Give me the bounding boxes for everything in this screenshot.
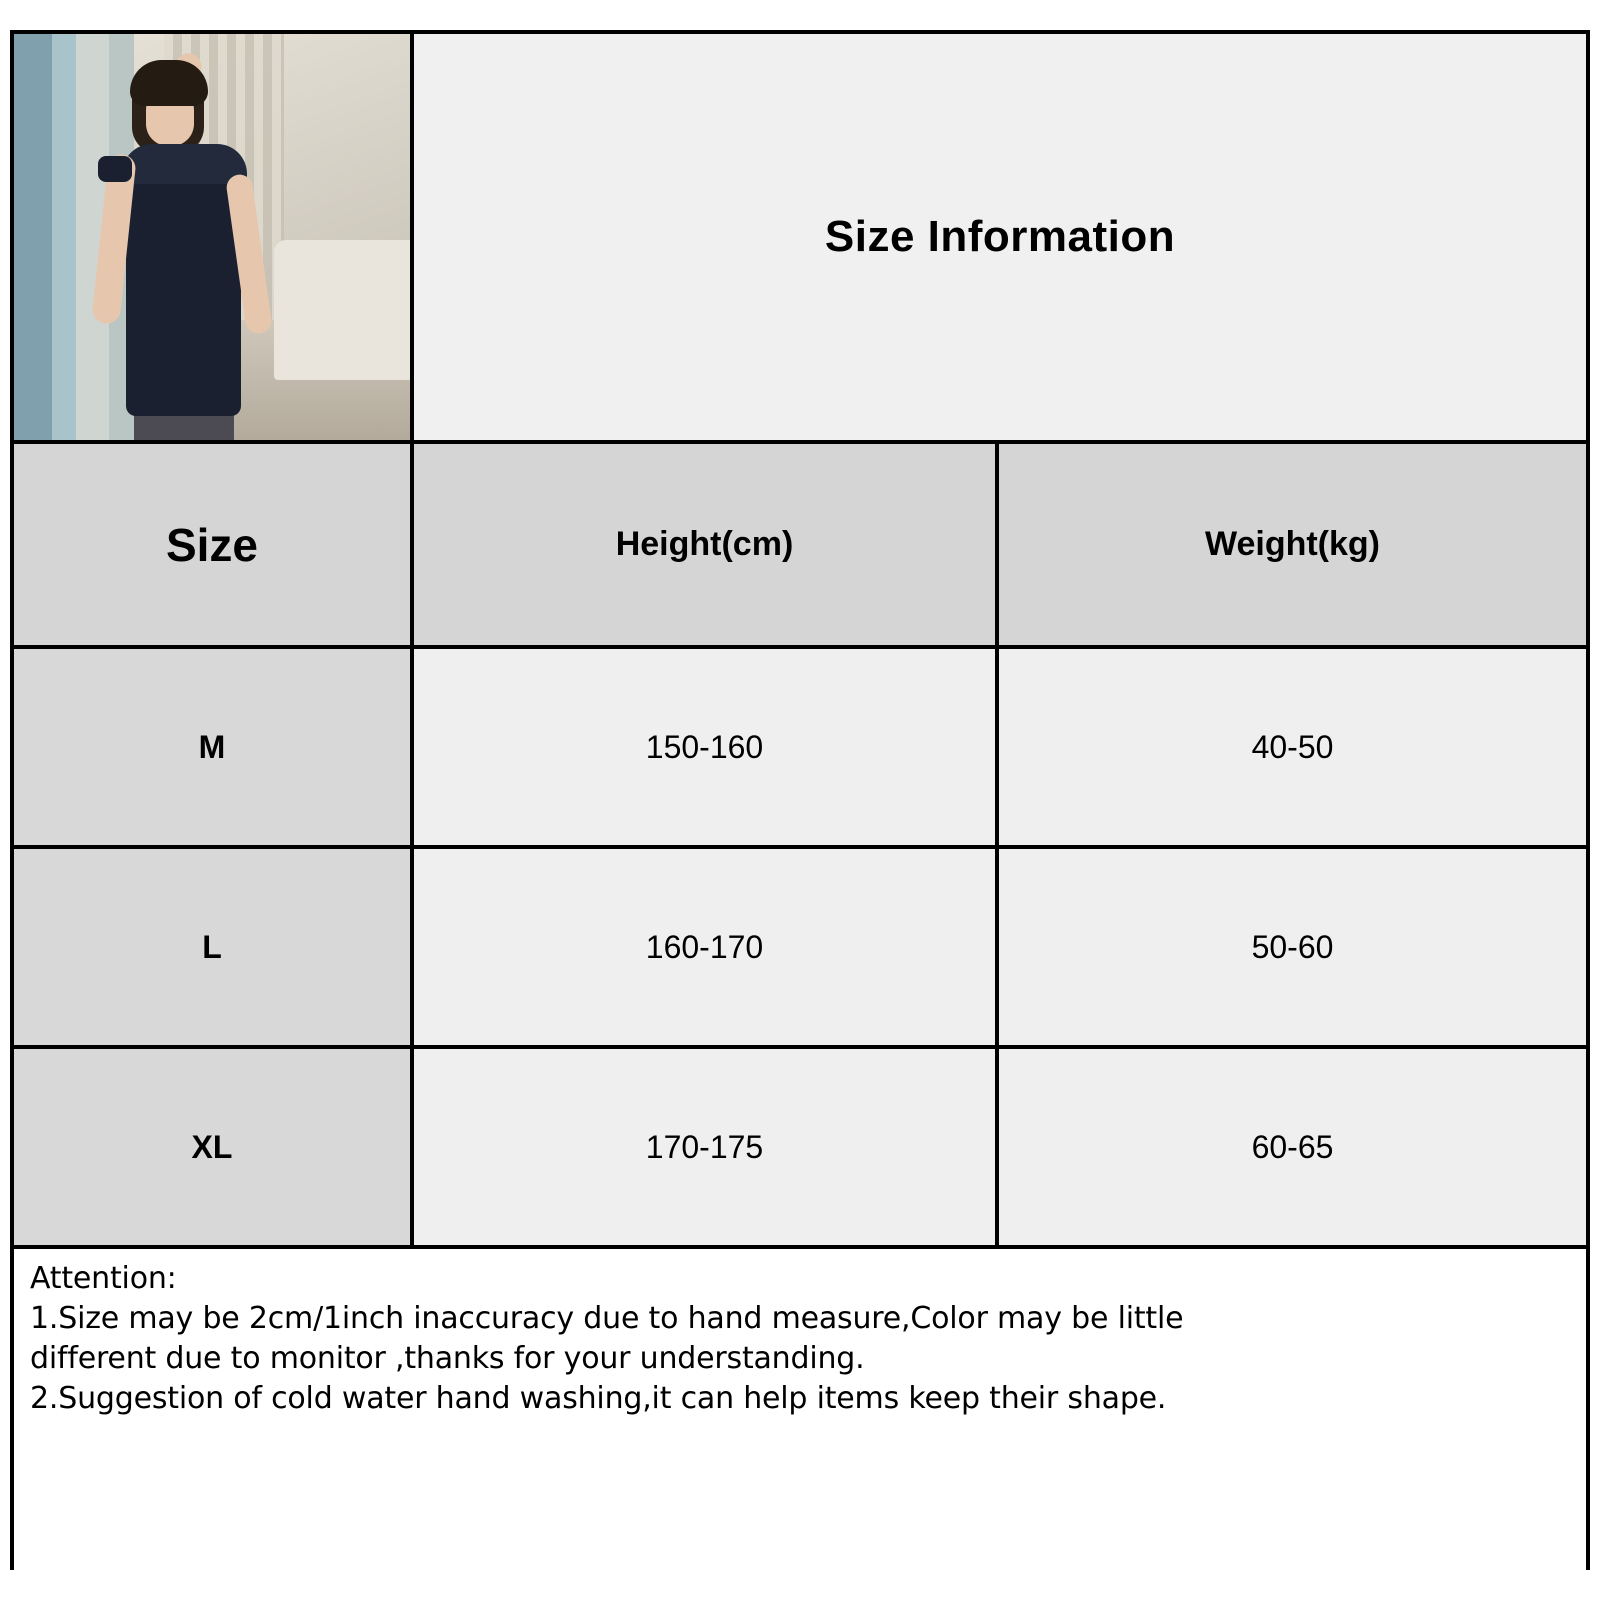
column-header-height: Height(cm) [414, 444, 999, 649]
model-armband [98, 156, 132, 182]
cell-height: 160-170 [414, 849, 999, 1049]
cell-height: 170-175 [414, 1049, 999, 1249]
cell-height: 150-160 [414, 649, 999, 849]
attention-line-2: different due to monitor ,thanks for your understanding. [30, 1340, 865, 1376]
table-row [14, 649, 1586, 849]
cell-size: XL [14, 1049, 414, 1249]
attention-heading: Attention: [30, 1261, 177, 1296]
model-dress [126, 146, 241, 416]
model-hair-front [130, 60, 208, 106]
table-row [14, 1049, 1586, 1249]
table-row [14, 849, 1586, 1049]
model-dress-shoulder [122, 144, 247, 184]
page-title: Size Information [414, 34, 1586, 444]
cell-weight: 40-50 [999, 649, 1586, 849]
attention-line-1: 1.Size may be 2cm/1inch inaccuracy due to hand measure,Color may be little [30, 1300, 1184, 1336]
column-header-weight: Weight(kg) [999, 444, 1586, 649]
column-header-size: Size [14, 444, 414, 649]
cell-weight: 50-60 [999, 849, 1586, 1049]
attention-line-3: 2.Suggestion of cold water hand washing,it can help items keep their shape. [30, 1380, 1167, 1416]
size-information-table [10, 30, 1590, 1570]
column-header-row [14, 444, 1586, 649]
cell-weight: 60-65 [999, 1049, 1586, 1249]
cell-size: M [14, 649, 414, 849]
cell-size: L [14, 849, 414, 1049]
photo-sofa [274, 240, 414, 380]
product-photo [14, 34, 414, 444]
table-header-row [14, 34, 1586, 444]
product-photo-illustration [14, 34, 410, 440]
attention-notes [14, 1249, 1586, 1571]
